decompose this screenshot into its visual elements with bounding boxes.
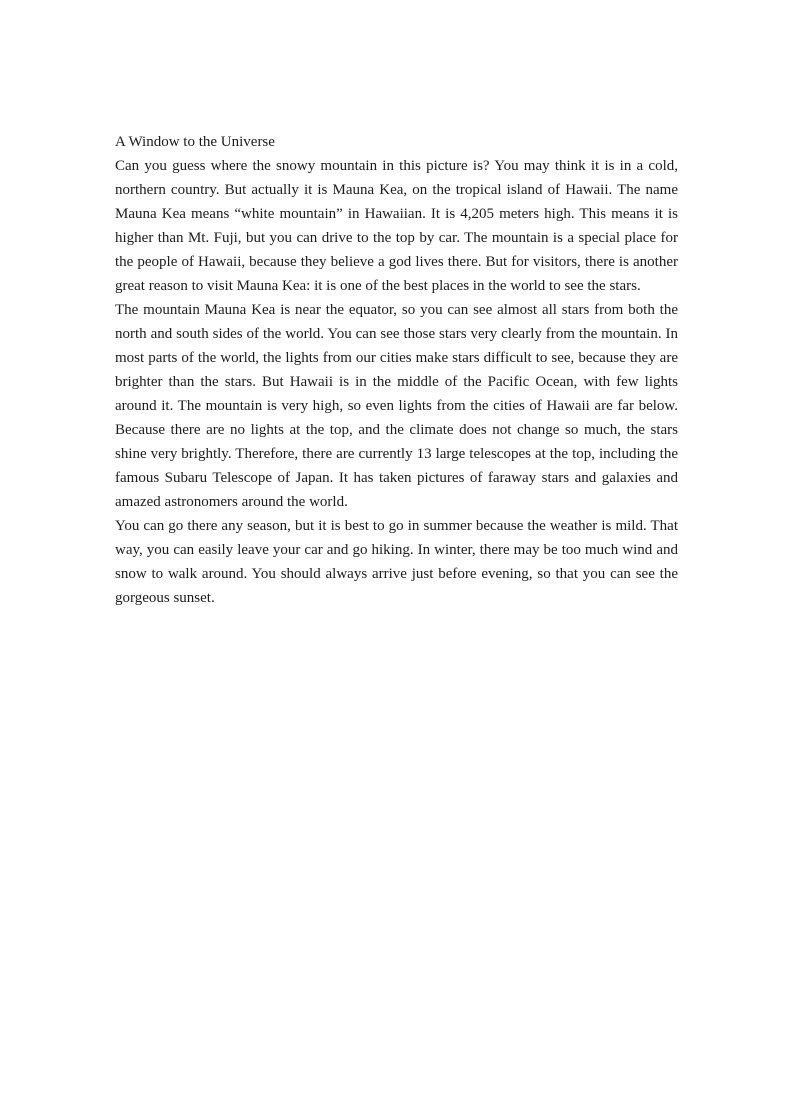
paragraph-2: The mountain Mauna Kea is near the equator, so you can see almost all stars from both the north and south sides of the world. You can see those stars very clearly from the mountain. In most parts of the world, the lights from our cities make stars difficult to see, because they are brighter than the stars. But Hawaii is in the middle of the Pacific Ocean, with few lights around it. The mountain is very high, so even lights from the cities of Hawaii are far below. Because there are no lights at the top, and the climate does not change so much, the stars shine very brightly. Therefore, there are currently 13 large telescopes at the top, including the famous Subaru Telescope of Japan. It has taken pictures of faraway stars and galaxies and amazed astronomers around the world. [115,302,678,510]
page-title: A Window to the Universe [115,134,275,150]
paragraph-3: You can go there any season, but it is best to go in summer because the weather is mild. That way, you can easily leave your car and go hiking. In winter, there may be too much wind and snow to walk around. You should always arrive just before evening, so that you can see the gorgeous sunset. [115,518,678,606]
document-page [115,130,678,610]
paragraph-1: Can you guess where the snowy mountain in this picture is? You may think it is in a cold, northern country. But actually it is Mauna Kea, on the tropical island of Hawaii. The name Mauna Kea means “white mountain” in Hawaiian. It is 4,205 meters high. This means it is higher than Mt. Fuji, but you can drive to the top by car. The mountain is a special place for the people of Hawaii, because they believe a god lives there. But for visitors, there is another great reason to visit Mauna Kea: it is one of the best places in the world to see the stars. [115,158,678,294]
